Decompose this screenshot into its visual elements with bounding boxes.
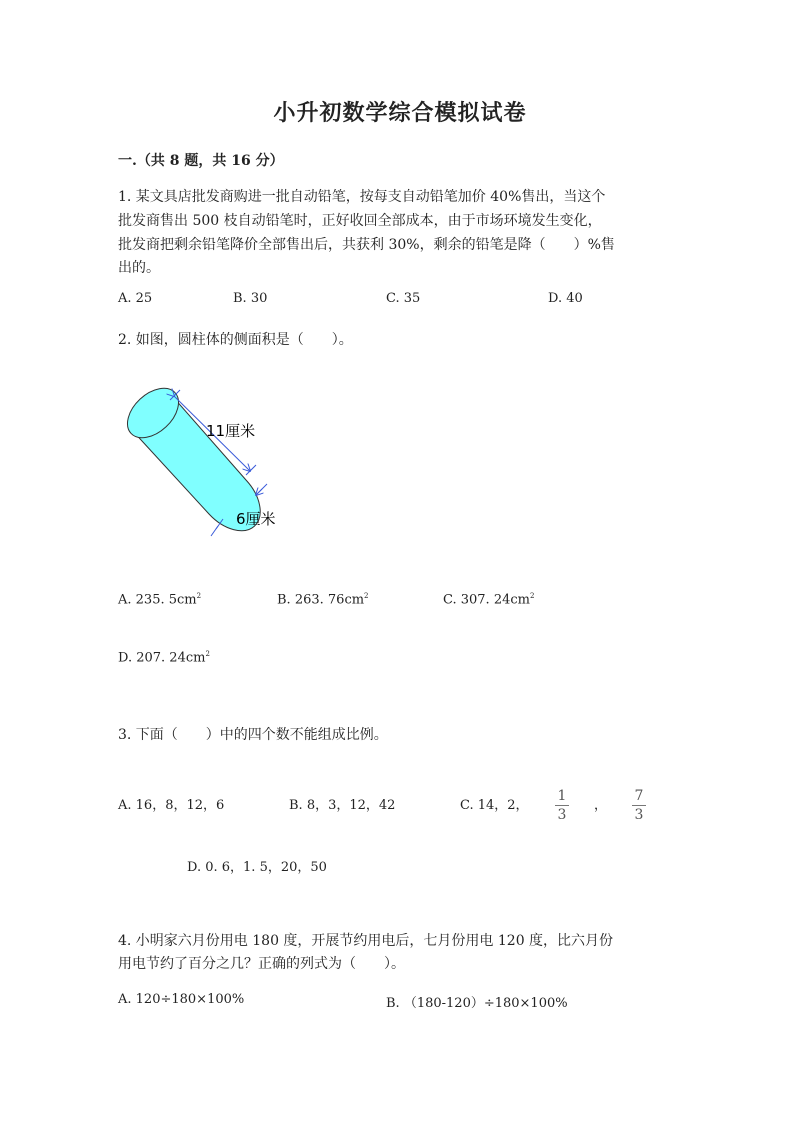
diameter-label: 6厘米 <box>236 510 276 528</box>
q2-option-c: C. 307. $24cm^2$ <box>443 592 535 608</box>
q3-fraction-seven-thirds: 7 3 <box>632 788 646 823</box>
q1-option-a: A. 25 <box>118 291 153 306</box>
q3-option-a: A. 16，8，12，6 <box>118 798 225 813</box>
q3-option-d: D. 0. 6，1. 5，20，50 <box>187 860 327 875</box>
q3-option-c: C. 14，2， <box>460 798 529 813</box>
section-heading: 一.（共 8 题，共 16 分） <box>118 153 284 169</box>
q1-line-4: 出的。 <box>118 260 160 276</box>
q3-option-b: B. 8，3，12，42 <box>289 798 396 813</box>
q2-stem: 2. 如图，圆柱体的侧面积是（ ）。 <box>118 332 353 348</box>
q3-comma: ， <box>594 798 608 813</box>
q1-line-3: 批发商把剩余铅笔降价全部售出后，共获利 30%，剩余的铅笔是降（ ）%售 <box>118 237 615 253</box>
q1-option-c: C. 35 <box>386 291 421 306</box>
q3-fraction-one-third: 1 3 <box>555 788 569 823</box>
q1-line-1: 1. 某文具店批发商购进一批自动铅笔，按每支自动铅笔加价 40%售出，当这个 <box>118 189 606 205</box>
q2-option-d: D. 207. $24cm^2$ <box>118 650 210 666</box>
q4-option-a: A. 120÷180×100% <box>118 992 245 1007</box>
q1-option-b: B. 30 <box>233 291 268 306</box>
q4-option-b: B. （180-120）÷180×100% <box>386 996 568 1011</box>
q4-line-1: 4. 小明家六月份用电 180 度，开展节约用电后，七月份用电 120 度，比六月份 <box>118 933 614 949</box>
q3-stem: 3. 下面（ ）中的四个数不能组成比例。 <box>118 727 388 743</box>
q4-line-2: 用电节约了百分之几？正确的列式为（ ）。 <box>118 956 405 972</box>
q2-option-a: A. 235. $5cm^2$ <box>118 592 202 608</box>
q2-option-b: B. 263. $76cm^2$ <box>277 592 369 608</box>
length-label: 11厘米 <box>206 422 256 440</box>
q1-option-d: D. 40 <box>548 291 583 306</box>
page-title: 小升初数学综合模拟试卷 <box>273 100 527 126</box>
q1-line-2: 批发商售出 500 枝自动铅笔时，正好收回全部成本，由于市场环境发生变化， <box>118 213 602 229</box>
cylinder-figure <box>110 380 320 550</box>
